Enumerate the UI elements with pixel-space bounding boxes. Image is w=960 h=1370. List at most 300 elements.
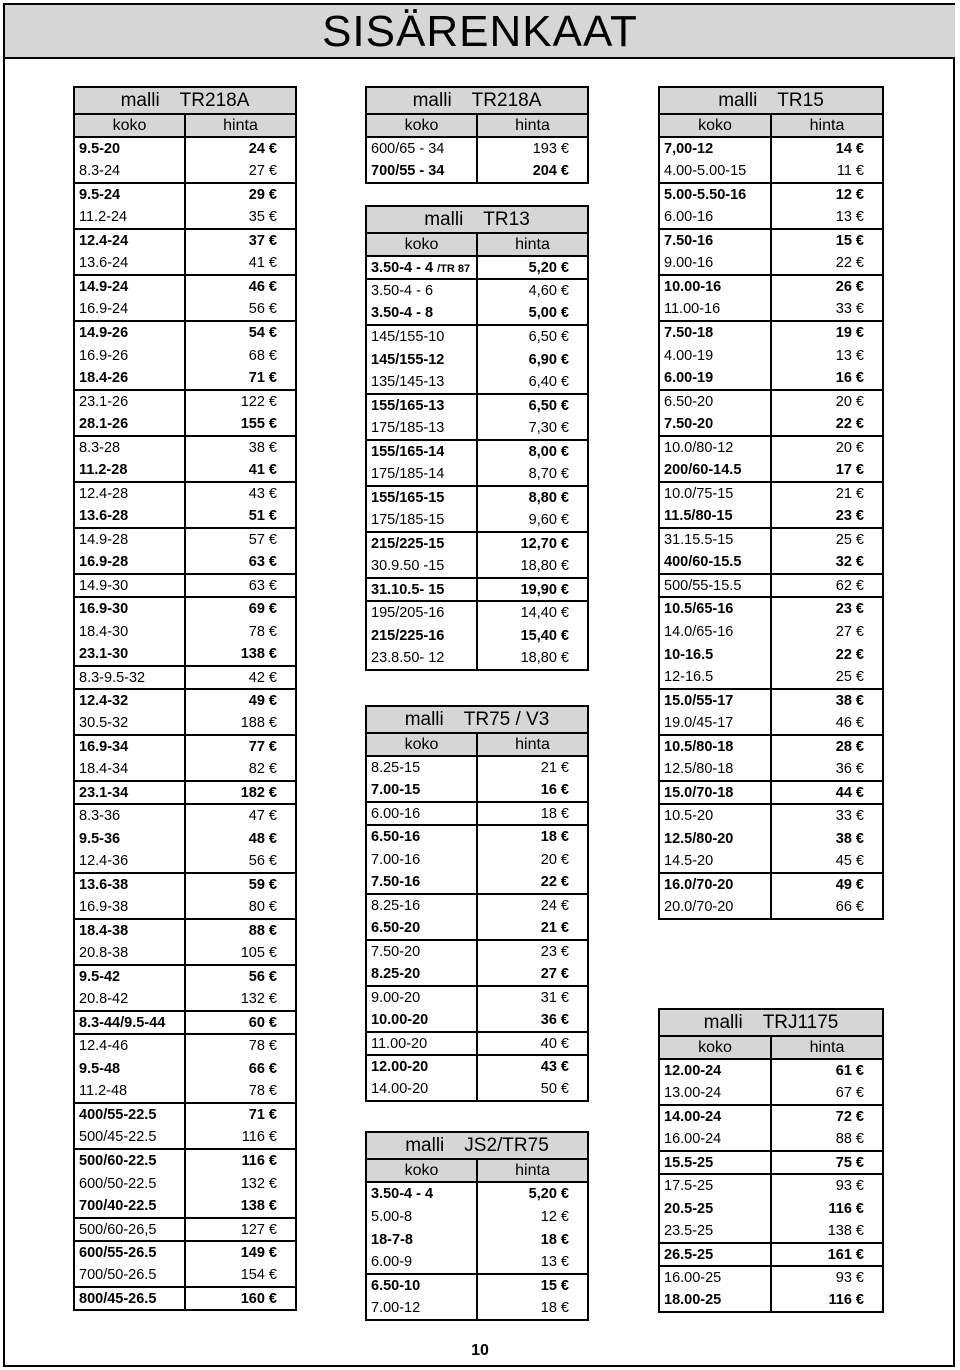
price-cell: 45 € (771, 850, 883, 873)
size-value: 9.5-24 (79, 187, 121, 203)
price-cell: 78 € (185, 620, 296, 643)
size-value: 14.5-20 (664, 853, 714, 869)
price-cell: 204 € (477, 160, 588, 183)
size-cell (659, 1174, 771, 1197)
size-value: 12.4-24 (79, 233, 129, 249)
price-cell: 80 € (185, 896, 296, 919)
model-code: TR15 (777, 89, 824, 111)
size-value: 500/60-22.5 (79, 1153, 157, 1169)
price-cell: 88 € (771, 1128, 883, 1151)
size-value: 6.00-19 (664, 370, 714, 386)
price-cell: 4,60 € (477, 279, 588, 302)
size-cell (366, 624, 477, 647)
table-row (659, 252, 883, 275)
size-cell (74, 689, 185, 712)
size-value: 30.9.50 -15 (371, 558, 445, 574)
table-row (659, 275, 883, 298)
size-value: 4.00-19 (664, 347, 714, 364)
model-title (366, 87, 588, 114)
size-cell (74, 1103, 185, 1126)
model-prefix: malli (718, 89, 758, 111)
size-cell (366, 986, 477, 1009)
table-row (366, 1297, 588, 1320)
size-value: 5.00-8 (371, 1208, 413, 1225)
price-cell: 22 € (771, 643, 883, 666)
size-cell (366, 578, 477, 601)
size-value: 10-16.5 (664, 646, 714, 663)
price-cell: 22 € (771, 413, 883, 436)
size-cell (366, 1274, 477, 1297)
table-row (74, 275, 296, 298)
size-value: 13.6-28 (79, 508, 129, 524)
size-cell (659, 574, 771, 597)
table-row (659, 1105, 883, 1128)
size-cell (659, 873, 771, 896)
price-cell: 69 € (185, 597, 296, 620)
price-cell: 122 € (185, 390, 296, 413)
price-cell: 18 € (477, 1297, 588, 1320)
price-cell: 12 € (771, 183, 883, 206)
size-cell (659, 505, 771, 528)
price-cell: 22 € (771, 252, 883, 275)
table-row (366, 1078, 588, 1101)
size-cell (366, 348, 477, 371)
size-value: 10.0/75-15 (664, 486, 734, 502)
price-cell: 51 € (185, 505, 296, 528)
price-cell: 60 € (185, 1011, 296, 1034)
size-cell (659, 597, 771, 620)
price-cell: 20 € (771, 390, 883, 413)
size-value: 16.9-34 (79, 739, 129, 755)
table-row (659, 137, 883, 160)
column-header-price: hinta (477, 1159, 588, 1182)
table-row (74, 942, 296, 965)
table-row (366, 894, 588, 917)
price-cell: 19 € (771, 321, 883, 344)
size-value: 3.50-4 - 4 (371, 1186, 434, 1202)
table-row (659, 620, 883, 643)
table-row (366, 137, 588, 160)
price-cell: 63 € (185, 551, 296, 574)
size-cell (366, 440, 477, 463)
size-cell (659, 1082, 771, 1105)
price-cell: 161 € (771, 1243, 883, 1266)
size-value: 23.1-34 (79, 784, 129, 801)
size-cell (659, 229, 771, 252)
price-cell: 66 € (771, 896, 883, 919)
size-cell (74, 413, 185, 436)
table-row (366, 578, 588, 601)
table-row (659, 321, 883, 344)
size-value: 8.3-28 (79, 440, 121, 456)
size-cell (659, 160, 771, 183)
price-cell: 138 € (771, 1220, 883, 1243)
table-row (659, 873, 883, 896)
table-model-header (659, 1009, 883, 1036)
price-cell: 32 € (771, 551, 883, 574)
price-cell: 9,60 € (477, 509, 588, 532)
size-value: 9.5-36 (79, 830, 121, 847)
model-prefix: malli (424, 208, 464, 230)
price-cell: 160 € (185, 1287, 296, 1310)
table-row (74, 436, 296, 459)
price-cell: 23 € (771, 597, 883, 620)
price-cell: 78 € (185, 1080, 296, 1103)
size-cell (74, 298, 185, 321)
table-row (366, 532, 588, 555)
table-row (366, 1182, 588, 1205)
size-value: 16.9-28 (79, 554, 129, 570)
price-cell: 93 € (771, 1266, 883, 1289)
table-row (366, 1228, 588, 1251)
size-cell (366, 532, 477, 555)
size-value: 19.0/45-17 (664, 715, 734, 731)
price-table-js2-tr75 (365, 1131, 589, 1321)
size-cell (74, 643, 185, 666)
price-cell: 71 € (185, 1103, 296, 1126)
size-value: 15.5-25 (664, 1154, 714, 1171)
table-column-header (366, 114, 588, 137)
table-row (659, 413, 883, 436)
price-table-tr75-v3 (365, 705, 589, 1102)
table-row (659, 1151, 883, 1174)
table-row (74, 505, 296, 528)
table-row (659, 1197, 883, 1220)
table-row (74, 1011, 296, 1034)
size-cell (659, 321, 771, 344)
column-header-size: koko (74, 114, 185, 137)
price-cell: 31 € (477, 986, 588, 1009)
size-cell (74, 896, 185, 919)
price-cell: 35 € (185, 206, 296, 229)
size-value: 12-16.5 (664, 669, 714, 685)
size-value: 215/225-15 (371, 536, 445, 552)
size-value: 600/65 - 34 (371, 141, 445, 157)
price-cell: 27 € (185, 160, 296, 183)
model-title (366, 706, 588, 733)
size-value: 400/60-15.5 (664, 554, 742, 570)
price-cell: 15 € (477, 1274, 588, 1297)
column-header-price: hinta (477, 114, 588, 137)
table-row (659, 804, 883, 827)
size-value: 11.00-20 (371, 1035, 428, 1052)
size-value: 15.0/70-18 (664, 784, 734, 801)
price-cell: 40 € (477, 1032, 588, 1055)
size-value: 23.5-25 (664, 1223, 714, 1239)
price-cell: 68 € (185, 344, 296, 367)
column-header-size: koko (659, 1036, 771, 1059)
table-row (366, 160, 588, 183)
table-row (366, 986, 588, 1009)
price-cell: 15,40 € (477, 624, 588, 647)
table-row (659, 482, 883, 505)
size-value: 6.50-20 (371, 920, 421, 936)
price-cell: 11 € (771, 160, 883, 183)
size-value: 8.3-24 (79, 163, 121, 179)
size-cell (74, 666, 185, 689)
price-cell: 93 € (771, 1174, 883, 1197)
size-cell (659, 689, 771, 712)
table-row (366, 302, 588, 325)
price-cell: 13 € (771, 344, 883, 367)
size-value: 175/185-15 (371, 512, 445, 528)
size-cell (366, 802, 477, 825)
column-header-price: hinta (477, 733, 588, 756)
table-row (659, 689, 883, 712)
size-cell (74, 275, 185, 298)
size-value: 13.6-24 (79, 255, 129, 271)
table-column-header (366, 233, 588, 256)
size-value: 175/185-14 (371, 466, 445, 482)
size-value: 10.00-20 (371, 1012, 429, 1028)
size-value: 8.3-44/9.5-44 (79, 1014, 166, 1031)
price-cell: 66 € (185, 1057, 296, 1080)
price-cell: 18 € (477, 802, 588, 825)
price-cell: 33 € (771, 804, 883, 827)
table-row (74, 137, 296, 160)
size-cell (659, 390, 771, 413)
size-cell (366, 1205, 477, 1228)
price-cell: 41 € (185, 459, 296, 482)
price-cell: 56 € (185, 965, 296, 988)
size-cell (74, 712, 185, 735)
price-cell: 21 € (477, 756, 588, 779)
size-cell (659, 551, 771, 574)
size-value: 800/45-26.5 (79, 1290, 157, 1307)
price-cell: 47 € (185, 804, 296, 827)
size-cell (659, 758, 771, 781)
size-cell (366, 509, 477, 532)
size-value: 145/155-10 (371, 329, 445, 345)
price-cell: 105 € (185, 942, 296, 965)
column-header-price: hinta (185, 114, 296, 137)
size-cell (366, 756, 477, 779)
model-prefix: malli (703, 1011, 743, 1033)
model-title (366, 206, 588, 233)
size-value: 13.6-38 (79, 877, 129, 893)
size-value: 6.00-9 (371, 1254, 413, 1270)
size-cell (659, 459, 771, 482)
size-cell (74, 827, 185, 850)
size-cell (74, 1034, 185, 1057)
table-row (366, 279, 588, 302)
model-title (659, 1009, 883, 1036)
size-value: 12.5/80-20 (664, 830, 734, 847)
size-cell (659, 1151, 771, 1174)
price-cell: 5,00 € (477, 302, 588, 325)
price-cell: 56 € (185, 850, 296, 873)
size-value: 31.15.5-15 (664, 532, 734, 548)
table-row (74, 689, 296, 712)
size-cell (659, 344, 771, 367)
price-cell: 46 € (771, 712, 883, 735)
price-cell: 18,80 € (477, 647, 588, 670)
size-cell (366, 1182, 477, 1205)
table-row (659, 574, 883, 597)
size-value: 14.9-24 (79, 279, 129, 295)
size-cell (366, 647, 477, 670)
table-row (366, 825, 588, 848)
size-value: 200/60-14.5 (664, 462, 742, 478)
table-model-header (366, 206, 588, 233)
price-table-tr218a (73, 86, 297, 1311)
table-row (366, 394, 588, 417)
price-cell: 18 € (477, 825, 588, 848)
price-cell: 27 € (771, 620, 883, 643)
table-column-header (659, 114, 883, 137)
model-title (659, 87, 883, 114)
table-column-header (74, 114, 296, 137)
size-value: 6.00-16 (371, 805, 421, 822)
price-cell: 71 € (185, 367, 296, 390)
size-cell (74, 988, 185, 1011)
size-value: 400/55-22.5 (79, 1107, 157, 1123)
price-cell: 188 € (185, 712, 296, 735)
size-value: 12.4-36 (79, 853, 129, 869)
size-cell (74, 735, 185, 758)
table-row (366, 917, 588, 940)
table-row (659, 183, 883, 206)
size-value: 16.9-26 (79, 347, 129, 364)
table-row (74, 1103, 296, 1126)
table-row (74, 873, 296, 896)
size-cell (366, 940, 477, 963)
price-cell: 149 € (185, 1241, 296, 1264)
price-cell: 29 € (185, 183, 296, 206)
size-cell (366, 256, 477, 279)
size-value: 12.00-24 (664, 1063, 722, 1079)
size-cell (366, 894, 477, 917)
price-cell: 41 € (185, 252, 296, 275)
size-cell (366, 779, 477, 802)
price-cell: 54 € (185, 321, 296, 344)
table-row (74, 459, 296, 482)
table-row (74, 1264, 296, 1287)
size-value: 12.5/80-18 (664, 761, 734, 777)
size-cell (659, 666, 771, 689)
size-value: 600/50-22.5 (79, 1175, 157, 1192)
size-cell (74, 942, 185, 965)
table-row (659, 1128, 883, 1151)
size-cell (366, 1032, 477, 1055)
size-cell (366, 137, 477, 160)
size-cell (659, 275, 771, 298)
table-row (366, 417, 588, 440)
size-cell (366, 963, 477, 986)
price-cell: 14,40 € (477, 601, 588, 624)
size-value: 11.00-16 (664, 301, 721, 317)
model-code: TR218A (471, 89, 542, 111)
price-cell: 49 € (185, 689, 296, 712)
price-cell: 14 € (771, 137, 883, 160)
size-value: 11.2-28 (79, 462, 128, 478)
table-row (659, 712, 883, 735)
price-table-tr13 (365, 205, 589, 671)
size-value: 600/55-26.5 (79, 1245, 157, 1261)
table-row (74, 919, 296, 942)
table-model-header (659, 87, 883, 114)
price-cell: 12,70 € (477, 532, 588, 555)
column-header-price: hinta (771, 1036, 883, 1059)
table-row (366, 601, 588, 624)
price-cell: 59 € (185, 873, 296, 896)
page-number: 10 (471, 1342, 489, 1359)
page-title: SISÄRENKAAT (5, 5, 955, 59)
price-cell: 127 € (185, 1218, 296, 1241)
price-cell: 6,40 € (477, 371, 588, 394)
size-cell (74, 459, 185, 482)
size-value: 23.8.50- 12 (371, 650, 445, 666)
size-value: 12.4-32 (79, 693, 129, 709)
size-cell (74, 505, 185, 528)
size-value: 11.2-24 (79, 209, 128, 225)
price-cell: 8,70 € (477, 463, 588, 486)
size-cell (659, 1197, 771, 1220)
size-value: 7.50-20 (664, 416, 714, 432)
size-cell (74, 551, 185, 574)
table-row (366, 1274, 588, 1297)
size-cell (74, 1149, 185, 1172)
size-value: 23.1-26 (79, 394, 129, 410)
size-value: 7.50-16 (664, 233, 714, 249)
price-cell: 67 € (771, 1082, 883, 1105)
price-cell: 88 € (185, 919, 296, 942)
size-value: 8.25-16 (371, 898, 421, 914)
size-value: 12.00-20 (371, 1059, 429, 1075)
size-value: 16.0/70-20 (664, 877, 734, 893)
size-value: 5.00-5.50-16 (664, 187, 747, 203)
size-cell (74, 1195, 185, 1218)
size-value: 145/155-12 (371, 351, 445, 368)
size-cell (74, 1218, 185, 1241)
size-value: 12.4-28 (79, 486, 129, 502)
size-cell (366, 302, 477, 325)
price-cell: 12 € (477, 1205, 588, 1228)
price-cell: 116 € (185, 1149, 296, 1172)
price-cell: 5,20 € (477, 256, 588, 279)
price-cell: 20 € (477, 848, 588, 871)
size-value: 700/40-22.5 (79, 1198, 157, 1214)
size-cell (74, 137, 185, 160)
table-row (366, 779, 588, 802)
column-header-price: hinta (477, 233, 588, 256)
price-cell: 57 € (185, 528, 296, 551)
size-cell (659, 298, 771, 321)
table-row (74, 1149, 296, 1172)
size-cell (366, 555, 477, 578)
table-row (74, 850, 296, 873)
table-row (74, 597, 296, 620)
price-cell: 23 € (771, 505, 883, 528)
price-cell: 132 € (185, 988, 296, 1011)
table-row (659, 528, 883, 551)
size-value: 17.5-25 (664, 1178, 714, 1194)
table-row (74, 827, 296, 850)
size-value: 10.5/80-18 (664, 739, 734, 755)
price-cell: 48 € (185, 827, 296, 850)
table-row (74, 229, 296, 252)
price-cell: 26 € (771, 275, 883, 298)
model-code: TR75 / V3 (463, 708, 550, 730)
size-value: 31.10.5- 15 (371, 581, 445, 598)
size-value: 10.0/80-12 (664, 440, 734, 456)
size-cell (659, 712, 771, 735)
price-cell: 138 € (185, 643, 296, 666)
price-cell: 17 € (771, 459, 883, 482)
price-cell: 154 € (185, 1264, 296, 1287)
table-row (659, 758, 883, 781)
size-cell (366, 417, 477, 440)
